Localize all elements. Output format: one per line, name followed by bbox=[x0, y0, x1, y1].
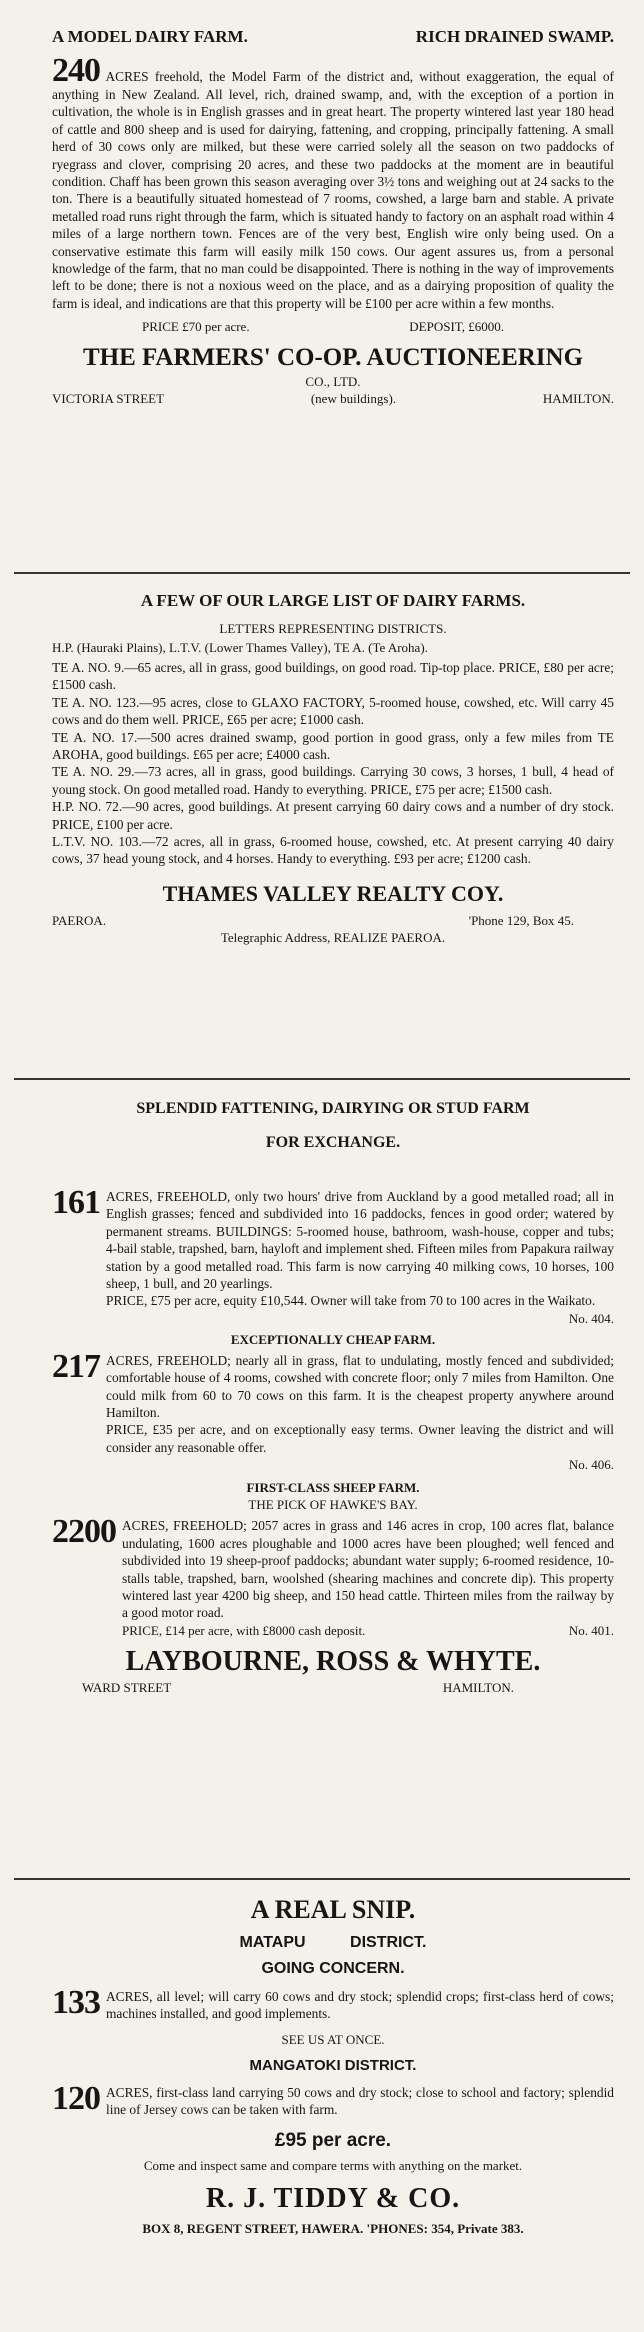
ad2-farm-item: TE A. NO. 9.—65 acres, all in grass, good buildings, on good road. Tip-top place. PRICE, £80 per acre; £1500 cash. bbox=[52, 660, 614, 693]
ad4-footer: BOX 8, REGENT STREET, HAWERA. 'PHONES: 354, Private 383. bbox=[142, 2220, 524, 2236]
ad3-sheep-heading: FIRST-CLASS SHEEP FARM. bbox=[246, 1480, 420, 1496]
ad1-agent-co: CO., LTD. bbox=[305, 374, 361, 390]
ad2-telegraphic: Telegraphic Address, REALIZE PAEROA. bbox=[220, 929, 446, 945]
ad4-agent-name: R. J. TIDDY & CO. bbox=[205, 2182, 461, 2214]
listing-217-price: PRICE, £35 per acre, and on exceptionally easy terms. Owner leaving the district and will consider any reasonable offer. bbox=[106, 1422, 614, 1455]
divider-rule bbox=[14, 1878, 630, 1880]
divider-rule bbox=[14, 572, 630, 574]
ad1-heading-left: A MODEL DAIRY FARM. bbox=[52, 27, 248, 46]
ad2-letters-heading: LETTERS REPRESENTING DISTRICTS. bbox=[219, 621, 447, 636]
ad1-agent-name: THE FARMERS' CO-OP. AUCTIONEERING bbox=[82, 344, 584, 372]
ad2-heading: A FEW OF OUR LARGE LIST OF DAIRY FARMS. bbox=[140, 591, 526, 610]
ad1-price: PRICE £70 per acre. bbox=[142, 319, 250, 335]
ad2-letters: H.P. (Hauraki Plains), L.T.V. (Lower Thames Valley), TE A. (Te Aroha). bbox=[52, 640, 428, 655]
listing-2200-no: No. 401. bbox=[568, 1622, 614, 1638]
ad1-buildings: (new buildings). bbox=[310, 391, 397, 407]
listing-217-body: ACRES, FREEHOLD; nearly all in grass, flat to undulating, mostly fenced and subdivided; comfortable house of 4 rooms, cowshed with concrete floor; only 7 miles from Hamilton. One could milk from 60 to 70 cows on this farm. It is the cheapest property anywhere around Hamilton. bbox=[106, 1352, 614, 1421]
listing-133-body: ACRES, all level; will carry 60 cows and dry stock; splendid crops; first-class herd of cows; machines installed, and good implements. bbox=[106, 1989, 614, 2022]
ad3-town: HAMILTON. bbox=[442, 1679, 514, 1695]
ad2-farm-item: TE A. NO. 29.—73 acres, all in grass, good buildings. Carrying 30 cows, 3 horses, 1 bull, 4 head of young stock. On good metalled road. Handy to everything. PRICE, £75 per acre; £1500 cash. bbox=[52, 764, 614, 797]
ad2-town: PAEROA. bbox=[52, 912, 107, 928]
ad-real-snip bbox=[0, 1894, 644, 2237]
listing-161-acres: 161 bbox=[52, 1184, 100, 1221]
listing-161 bbox=[52, 1184, 614, 1327]
listing-120-body: ACRES, first-class land carrying 50 cows and dry stock; close to school and factory; splendid line of Jersey cows can be taken with farm. bbox=[106, 2084, 614, 2118]
ad1-heading-right: RICH DRAINED SWAMP. bbox=[415, 27, 614, 46]
ad1-street: VICTORIA STREET bbox=[52, 391, 165, 407]
ad3-street: WARD STREET bbox=[82, 1679, 172, 1695]
ad1-deposit: DEPOSIT, £6000. bbox=[409, 319, 504, 335]
listing-161-price: PRICE, £75 per acre, equity £10,544. Owner will take from 70 to 100 acres in the Waikato. bbox=[106, 1293, 596, 1309]
listing-133-acres: 133 bbox=[52, 1984, 100, 2021]
ad4-district2: MANGATOKI DISTRICT. bbox=[249, 2056, 417, 2074]
ad2-phone: 'Phone 129, Box 45. bbox=[468, 912, 574, 928]
ad1-body: ACRES freehold, the Model Farm of the district and, without exaggeration, the equal of anything in New Zealand. All level, rich, drained swamp, and, with the exception of a portion in cultivation, the whole is in English grasses and in great heart. The property wintered last year 180 head of cattle and 800 sheep and is used for dairying, fattening, and cropping, principally fattening. A small herd of 30 cows only are milked, but these were carried solely all the season on two paddocks of ryegrass and clover, comprising 20 acres, and these two paddocks at the moment are in beautiful condition. Chaff has been grown this season averaging over 3½ tons and weighing out at 24 sacks to the ton. There is a beautifully situated homestead of 7 rooms, cowshed, a large barn and stable. A private metalled road runs right through the farm, which is situated handy to factory on an asphalt road within 4 miles of a large northern town. Fences are of the very best, English wire only being used. On a conservative estimate this farm will easily milk 150 cows. Our agent assures us, from a personal knowledge of the farm, that no man could be disappointed. There is nothing in the way of improvements left to be done; there is not a noxious weed on the place, and as a dairying proposition of quality the farm is ideal, and indications are that this property will be £100 per acre within a few months. bbox=[52, 69, 615, 311]
ad1-town: HAMILTON. bbox=[542, 391, 614, 407]
listing-2200-body: ACRES, FREEHOLD; 2057 acres in grass and 146 acres in crop, 100 acres flat, balance undulating, 1600 acres ploughable and 1000 acres have been ploughed; well fenced and subdivided into 19 sheep-proof paddocks; abundant water supply; 6-roomed residence, 10-stalls table, trapshed, barn, woolshed (shearing machines and concrete dip). This property wintered last year 4200 big sheep, and 150 head cattle. Thirteen miles from the railway by a good motor road. bbox=[122, 1518, 614, 1621]
ad2-farm-item: H.P. NO. 72.—90 acres, good buildings. At present carrying 60 dairy cows and a number of dry stock. PRICE, £100 per acre. bbox=[52, 799, 614, 832]
ad3-heading1: SPLENDID FATTENING, DAIRYING OR STUD FARM bbox=[136, 1100, 530, 1117]
ad3-agent-name: LAYBOURNE, ROSS & WHYTE. bbox=[125, 1645, 541, 1677]
ad-farm-exchange bbox=[0, 1098, 644, 1696]
listing-161-body: ACRES, FREEHOLD, only two hours' drive from Auckland by a good metalled road; all in English grasses; fenced and subdivided into 16 paddocks, fences in good order; watered by permanent streams. BUILDINGS: 5-roomed house, bathroom, wash-house, copper and tubs; 4-bail stable, trapshed, barn, hayloft and implement shed. Fifteen miles from Papakura railway station by a good metalled road. This farm is now carrying 40 milking cows, 10 horses, 100 sheep, 1 bull, and 20 yearlings. bbox=[106, 1189, 614, 1292]
listing-120 bbox=[52, 2079, 614, 2119]
listing-2200-acres: 2200 bbox=[52, 1513, 116, 1551]
ad1-acres-number: 240 bbox=[52, 52, 100, 89]
ad2-agent-name: THAMES VALLEY REALTY COY. bbox=[162, 880, 504, 906]
divider-rule bbox=[14, 1078, 630, 1080]
ad3-sheep-sub: THE PICK OF HAWKE'S BAY. bbox=[248, 1497, 418, 1513]
listing-217 bbox=[52, 1347, 614, 1473]
ad4-see-us: SEE US AT ONCE. bbox=[281, 2031, 385, 2047]
listing-217-acres: 217 bbox=[52, 1347, 100, 1385]
listing-2200 bbox=[52, 1513, 614, 1638]
ad4-price: £95 per acre. bbox=[274, 2129, 392, 2151]
ad2-farm-item: TE A. NO. 123.—95 acres, close to GLAXO FACTORY, 5-roomed house, cowshed, etc. Will carry 45 cows and do them well. PRICE, £65 per acre; £1000 cash. bbox=[52, 694, 614, 728]
ad4-heading: A REAL SNIP. bbox=[250, 1895, 416, 1924]
ad2-farm-item: L.T.V. NO. 103.—72 acres, all in grass, 6-roomed house, cowshed, etc. At present carrying 40 dairy cows, 37 head young stock, and 4 horses. Handy to everything. £93 per acre; £1200 cash. bbox=[52, 834, 614, 867]
ad4-going: GOING CONCERN. bbox=[261, 1960, 405, 1977]
listing-217-no: No. 406. bbox=[568, 1457, 614, 1473]
listing-2200-price: PRICE, £14 per acre, with £8000 cash deposit. bbox=[122, 1622, 366, 1638]
ad2-farm-item: TE A. NO. 17.—500 acres drained swamp, good portion in good grass, only a few miles from TE AROHA, good buildings. £65 per acre; £4000 cash. bbox=[52, 729, 614, 763]
listing-133 bbox=[52, 1984, 614, 2023]
ad3-cheap-heading: EXCEPTIONALLY CHEAP FARM. bbox=[230, 1331, 436, 1347]
ad-dairy-farms-list bbox=[0, 590, 644, 946]
ad4-come: Come and inspect same and compare terms with anything on the market. bbox=[143, 2157, 523, 2173]
listing-161-no: No. 404. bbox=[568, 1310, 614, 1326]
ad3-heading2: FOR EXCHANGE. bbox=[265, 1134, 401, 1151]
ad4-district1: MATAPU DISTRICT. bbox=[239, 1934, 427, 1951]
ad-model-dairy-farm bbox=[0, 26, 644, 407]
listing-120-acres: 120 bbox=[52, 2079, 100, 2117]
ad1-description bbox=[52, 52, 615, 312]
